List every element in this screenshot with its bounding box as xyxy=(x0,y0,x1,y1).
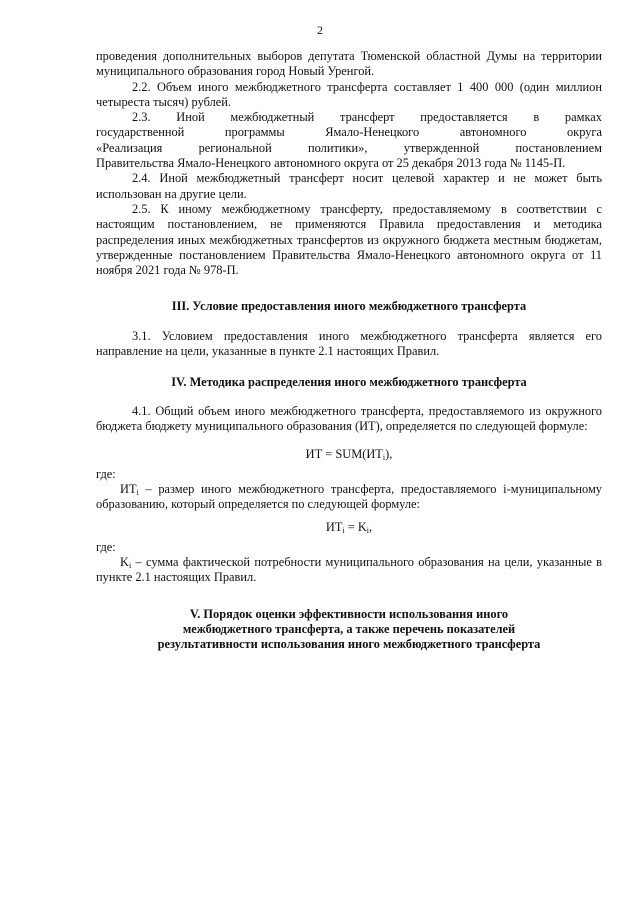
paragraph-3-1: 3.1. Условием предоставления иного межбюджетного трансферта является его направление на цели, указанные в пункте 2.1 настоящих Правил. xyxy=(96,328,602,359)
paragraph-2-3 xyxy=(96,110,602,171)
paragraph-2-3-line: «Реализация региональной политики», утвержденной постановлением xyxy=(96,140,602,155)
where-label: где: xyxy=(96,539,116,554)
where-label: где: xyxy=(96,466,116,481)
definition-ki: $K_i$ – сумма фактической потребности муниципального образования на цели, указанные в пункте 2.1 настоящих Правил. xyxy=(96,555,602,585)
document-body xyxy=(96,49,602,653)
definition-iti: $ИТ_i$ – размер иного межбюджетного трансферта, предоставляемого i-муниципальному образованию, который определяется по следующей формуле: xyxy=(96,481,602,512)
page-number: 2 xyxy=(317,23,323,37)
paragraph-2-3-line: государственной программы Ямало-Ненецкого автономного округа xyxy=(96,125,602,140)
paragraph-2-4: 2.4. Иной межбюджетный трансферт носит целевой характер и не может быть использован на другие цели. xyxy=(96,171,602,201)
section-3-heading: III. Условие предоставления иного межбюджетного трансферта xyxy=(171,299,527,314)
paragraph-2-5: 2.5. К иному межбюджетному трансферту, предоставляемому в соответствии с настоящим постановлением, не применяются Правила предоставления и методика распределения иных межбюджетных трансфертов из окружного бюджета местным бюджетам, утвержденные постановлением Правительства Ямало-Ненецкого автономного округа от 11 ноября 2021 года № 978-П. xyxy=(96,201,602,278)
formula-total: ИТ = $SUM(ИТ_i)$, xyxy=(305,447,393,463)
paragraph-2-3-line: 2.3. Иной межбюджетный трансферт предоставляется в рамках xyxy=(132,110,602,125)
section-5-heading: V. Порядок оценки эффективности использования иного межбюджетного трансферта, а также перечень показателей результативности использования иного межбюджетного трансферта xyxy=(157,606,541,652)
paragraph-4-1: 4.1. Общий объем иного межбюджетного трансферта, предоставляемого из окружного бюджета бюджету муниципального образования (ИТ), определяется по следующей формуле: xyxy=(96,403,602,433)
formula-iti: $ИТ_i = K_i$, xyxy=(325,520,373,536)
section-4-heading: IV. Методика распределения иного межбюджетного трансферта xyxy=(171,375,527,390)
paragraph-2-3-line: Правительства Ямало-Ненецкого автономного округа от 25 декабря 2013 года № 1145-П. xyxy=(96,156,566,171)
intro-continuation: проведения дополнительных выборов депутата Тюменской областной Думы на территории муниципального образования город Новый Уренгой. xyxy=(96,49,602,79)
paragraph-2-2: 2.2. Объем иного межбюджетного трансферта составляет 1 400 000 (один миллион четыреста тысяч) рублей. xyxy=(96,79,602,109)
